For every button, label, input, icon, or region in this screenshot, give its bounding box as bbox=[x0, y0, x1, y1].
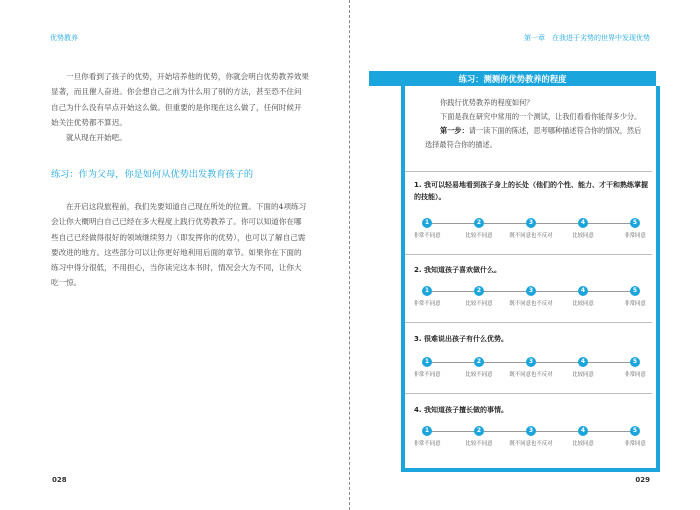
rating-label: 非常不同意 bbox=[413, 372, 441, 378]
rating-dot[interactable]: 4 bbox=[578, 286, 588, 296]
rating-dot[interactable]: 2 bbox=[474, 218, 484, 228]
rating-label: 非常同意 bbox=[624, 301, 646, 307]
rating-label: 比较不同意 bbox=[465, 301, 493, 307]
left-running-head: 优势教养 bbox=[50, 34, 78, 42]
rating-label: 比较不同意 bbox=[465, 233, 493, 239]
rating-dot[interactable]: 5 bbox=[630, 357, 640, 367]
rating-option-2[interactable] bbox=[457, 286, 501, 307]
rating-label: 既不同意也不反对 bbox=[509, 233, 553, 239]
rating-option-4[interactable] bbox=[561, 286, 605, 307]
rating-dot[interactable]: 5 bbox=[630, 218, 640, 228]
rating-option-3[interactable] bbox=[509, 426, 553, 447]
rating-option-4[interactable] bbox=[561, 218, 605, 239]
section-heading: 练习：作为父母，你是如何从优势出发教育孩子的 bbox=[51, 169, 254, 180]
rating-dot[interactable]: 2 bbox=[474, 426, 484, 436]
exercise-title-bar bbox=[369, 71, 656, 86]
rating-label: 非常同意 bbox=[624, 372, 646, 378]
rating-dot[interactable]: 4 bbox=[578, 426, 588, 436]
question-3: 3. 很难说出孩子有什么优势。 bbox=[414, 335, 508, 343]
intro-paragraph: 就从现在开始吧。 bbox=[66, 133, 127, 143]
rating-dot[interactable]: 2 bbox=[474, 286, 484, 296]
rating-option-1[interactable] bbox=[405, 357, 449, 378]
page-divider bbox=[349, 0, 350, 510]
rating-scale-q2 bbox=[414, 286, 648, 308]
rating-option-3[interactable] bbox=[509, 218, 553, 239]
separator bbox=[405, 393, 652, 394]
section-body bbox=[51, 199, 309, 291]
section-paragraph: 在开启这段旅程前，我们先要知道自己现在所处的位置。下面的4项练习会让你大概明白自己已经在多大程度上践行优势教养了。你可以知道你在哪些自己已经做得很好的领域继续努力（即发挥你的优势），也可以了解自己需要改进的地方。这些部分可以让你更好地利用后面的章节。如果你在下面的练习中得分很低，不用担心，当你读完这本书时，情况会大为不同，让你大吃一惊。 bbox=[51, 202, 307, 288]
rating-dot[interactable]: 3 bbox=[526, 286, 536, 296]
question-4: 4. 我知道孩子擅长做的事情。 bbox=[414, 406, 508, 414]
rating-scale-q4 bbox=[414, 426, 648, 448]
rating-option-2[interactable] bbox=[457, 218, 501, 239]
rating-option-5[interactable] bbox=[613, 357, 657, 378]
rating-dot[interactable]: 4 bbox=[578, 357, 588, 367]
separator bbox=[405, 322, 652, 323]
rating-label: 比较同意 bbox=[572, 301, 594, 307]
rating-label: 比较不同意 bbox=[465, 441, 493, 447]
rating-dot[interactable]: 1 bbox=[422, 218, 432, 228]
rating-label: 非常同意 bbox=[624, 233, 646, 239]
rating-option-4[interactable] bbox=[561, 426, 605, 447]
rating-dot[interactable]: 4 bbox=[578, 218, 588, 228]
rating-label: 非常不同意 bbox=[413, 233, 441, 239]
rating-label: 比较同意 bbox=[572, 372, 594, 378]
rating-option-5[interactable] bbox=[613, 218, 657, 239]
separator bbox=[405, 171, 652, 172]
rating-dot[interactable]: 1 bbox=[422, 286, 432, 296]
rating-dot[interactable]: 5 bbox=[630, 286, 640, 296]
right-page-number: 029 bbox=[635, 476, 650, 484]
question-1: 1. 我可以轻易地看到孩子身上的长处（他们的个性、能力、才干和熟练掌握的技能）。 bbox=[414, 181, 648, 201]
intro-paragraph: 一旦你看到了孩子的优势，开始培养他的优势，你就会明白优势教养效果显著，而且催人奋进。你会想自己之前为什么用了别的方法，甚至恐不住问自己为什么没有早点开始这么做。但重要的是你现在这么做了，任何时候开始关注优势都不算迟。 bbox=[51, 72, 309, 127]
rating-label: 既不同意也不反对 bbox=[509, 441, 553, 447]
rating-label: 既不同意也不反对 bbox=[509, 372, 553, 378]
rating-dot[interactable]: 5 bbox=[630, 426, 640, 436]
rating-scale-q1 bbox=[414, 218, 648, 240]
rating-dot[interactable]: 3 bbox=[526, 426, 536, 436]
exercise-intro bbox=[425, 96, 647, 152]
intro-question: 你践行优势教养的程度如何？ bbox=[440, 98, 534, 107]
rating-option-1[interactable] bbox=[405, 218, 449, 239]
rating-label: 既不同意也不反对 bbox=[509, 301, 553, 307]
rating-label: 比较同意 bbox=[572, 441, 594, 447]
separator bbox=[405, 254, 652, 255]
rating-option-5[interactable] bbox=[613, 426, 657, 447]
rating-option-1[interactable] bbox=[405, 286, 449, 307]
rating-label: 非常不同意 bbox=[413, 301, 441, 307]
rating-dot[interactable]: 2 bbox=[474, 357, 484, 367]
step-text: 请一读下面的陈述，思考哪种描述符合你的情况，然后选择最符合你的描述。 bbox=[425, 126, 642, 149]
rating-label: 比较不同意 bbox=[465, 372, 493, 378]
exercise-title: 练习：测测你优势教养的程度 bbox=[458, 73, 567, 84]
rating-dot[interactable]: 1 bbox=[422, 357, 432, 367]
right-running-head: 第一章 在我进于劣势的世界中发现优势 bbox=[524, 34, 650, 42]
step-label: 第一步： bbox=[440, 126, 469, 135]
rating-dot[interactable]: 3 bbox=[526, 357, 536, 367]
intro-text bbox=[51, 69, 309, 145]
rating-option-3[interactable] bbox=[509, 286, 553, 307]
rating-dot[interactable]: 1 bbox=[422, 426, 432, 436]
intro-text: 下面是我在研究中常用的一个测试，让我们看看你能得多少分。 bbox=[440, 112, 642, 121]
rating-option-3[interactable] bbox=[509, 357, 553, 378]
rating-label: 非常同意 bbox=[624, 441, 646, 447]
rating-option-2[interactable] bbox=[457, 426, 501, 447]
rating-option-5[interactable] bbox=[613, 286, 657, 307]
step-instruction bbox=[425, 124, 647, 152]
rating-label: 非常不同意 bbox=[413, 441, 441, 447]
rating-option-4[interactable] bbox=[561, 357, 605, 378]
rating-label: 比较同意 bbox=[572, 233, 594, 239]
left-page-number: 028 bbox=[52, 476, 67, 484]
rating-scale-q3 bbox=[414, 357, 648, 379]
rating-dot[interactable]: 3 bbox=[526, 218, 536, 228]
question-2: 2. 我知道孩子喜欢做什么。 bbox=[414, 266, 501, 274]
rating-option-1[interactable] bbox=[405, 426, 449, 447]
rating-option-2[interactable] bbox=[457, 357, 501, 378]
